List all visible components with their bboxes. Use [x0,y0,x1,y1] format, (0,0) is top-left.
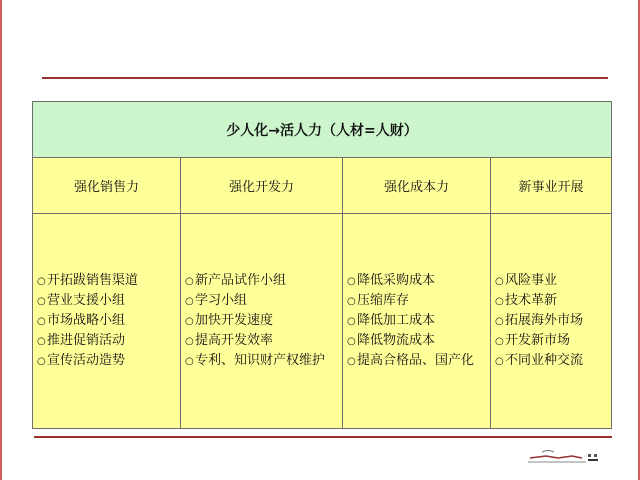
watermark-logo-icon [524,446,604,468]
list-item: ○技术革新 [495,291,583,311]
bullet-icon: ○ [347,356,356,367]
list-item: ○拓展海外市场 [495,311,583,331]
bullet-icon: ○ [495,276,504,287]
column-header: 强化开发力 [181,158,342,214]
column-cost [343,158,491,428]
bullet-icon: ○ [185,296,194,307]
list-item: ○推进促销活动 [37,331,138,351]
item-list [33,271,142,371]
bullet-icon: ○ [347,276,356,287]
item-list [181,271,329,371]
bullet-icon: ○ [185,276,194,287]
table-title: 少人化→活人力（人材=人财） [33,102,611,158]
list-item: ○提高合格品、国产化 [347,351,474,371]
bullet-icon: ○ [185,336,194,347]
bullet-icon: ○ [37,296,46,307]
list-item: ○压缩库存 [347,291,474,311]
list-item: ○专利、知识财产权维护 [185,351,325,371]
bullet-icon: ○ [495,316,504,327]
list-item: ○学习小组 [185,291,325,311]
strategy-table [32,101,612,429]
column-new-business [491,158,611,428]
item-list [343,271,478,371]
list-item: ○降低物流成本 [347,331,474,351]
list-item: ○新产品试作小组 [185,271,325,291]
bullet-icon: ○ [185,316,194,327]
list-item: ○降低采购成本 [347,271,474,291]
bottom-divider [34,436,612,438]
left-frame-border [0,0,2,480]
list-item: ○降低加工成本 [347,311,474,331]
list-item: ○市场战略小组 [37,311,138,331]
column-header: 强化成本力 [343,158,490,214]
column-development [181,158,343,428]
list-item: ○开发新市场 [495,331,583,351]
list-item: ○营业支援小组 [37,291,138,311]
top-divider [42,77,608,79]
list-item: ○开拓跋销售渠道 [37,271,138,291]
bullet-icon: ○ [495,336,504,347]
list-item: ○宣传活动造势 [37,351,138,371]
list-item: ○提高开发效率 [185,331,325,351]
bullet-icon: ○ [37,356,46,367]
bullet-icon: ○ [347,316,356,327]
bullet-icon: ○ [37,276,46,287]
bullet-icon: ○ [347,296,356,307]
bullet-icon: ○ [37,336,46,347]
bullet-icon: ○ [495,356,504,367]
item-list [491,271,587,371]
bullet-icon: ○ [185,356,194,367]
list-item: ○风险事业 [495,271,583,291]
bullet-icon: ○ [347,336,356,347]
list-item: ○加快开发速度 [185,311,325,331]
list-item: ○不同业种交流 [495,351,583,371]
column-header: 新事业开展 [491,158,611,214]
column-sales [33,158,181,428]
bullet-icon: ○ [37,316,46,327]
bullet-icon: ○ [495,296,504,307]
column-header: 强化销售力 [33,158,180,214]
